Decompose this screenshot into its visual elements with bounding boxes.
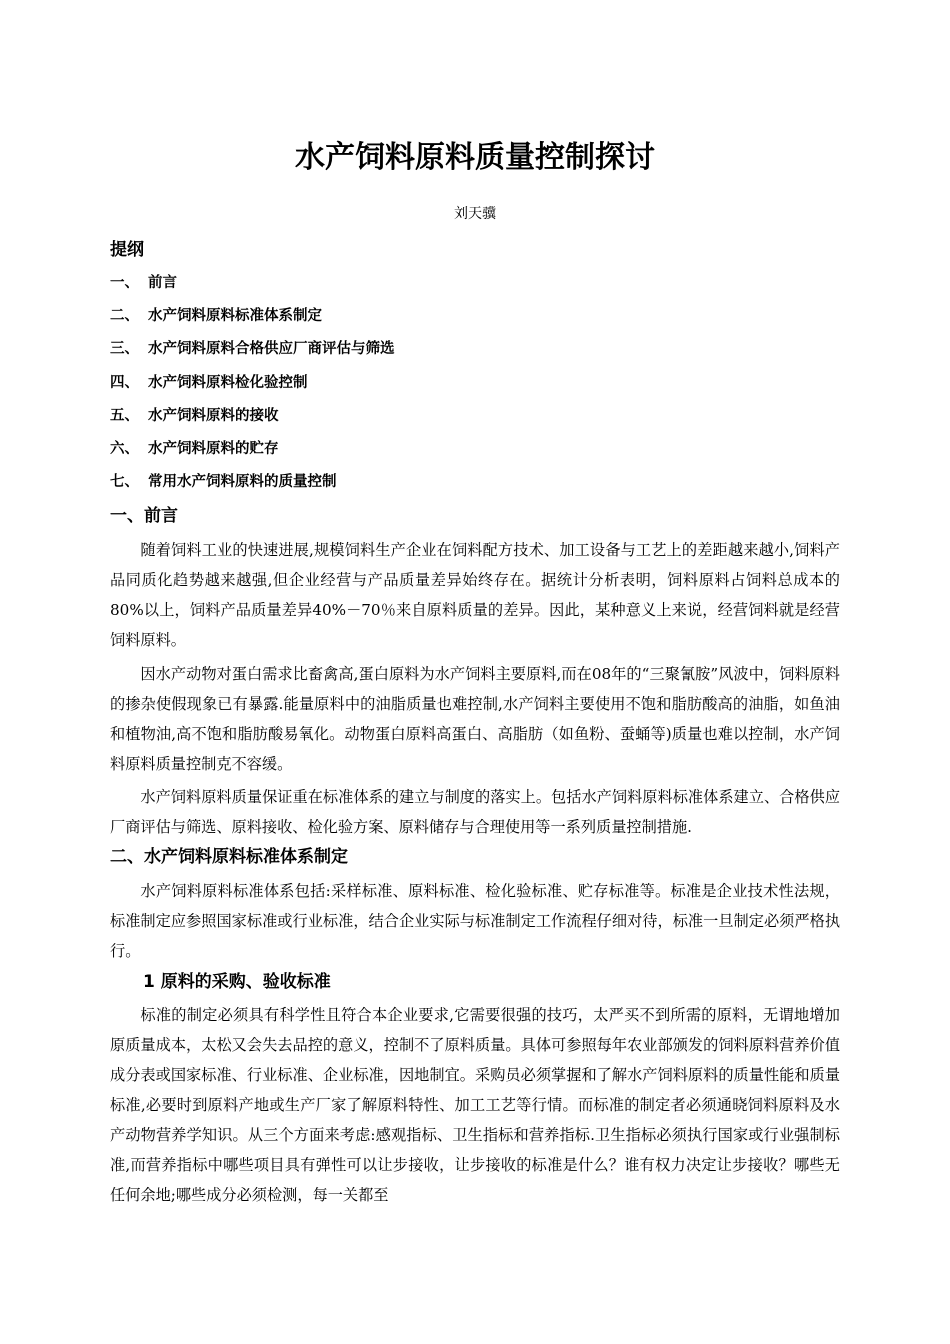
outline-item-text: 常用水产饲料原料的质量控制 [148,474,337,491]
outline-item-number: 七、 [110,474,139,491]
outline-item [110,337,850,370]
preface-paragraph-2: 因水产动物对蛋白需求比畜禽高,蛋白原料为水产饲料主要原料,而在08年的“三聚氰胺”风波中，饲料原料的掺杂使假现象已有暴露.能量原料中的油脂质量也难控制,水产饲料主要使用不饱和脂肪酸高的油脂，如鱼油和植物油,高不饱和脂肪酸易氧化。动物蛋白原料高蛋白、高脂肪（如鱼粉、蚕蛹等)质量也难以控制，水产饲料原料质量控制克不容缓。 [110,665,840,773]
outline-item-number: 三、 [110,341,139,358]
outline-item-text: 水产饲料原料的接收 [148,407,279,424]
outline-item-text: 水产饲料原料标准体系制定 [148,308,322,325]
outline-item-text: 水产饲料原料合格供应厂商评估与筛选 [148,341,395,358]
section-heading-standards: 二、水产饲料原料标准体系制定 [110,847,348,867]
preface-paragraph-1: 随着饲料工业的快速进展,规模饲料生产企业在饲料配方技术、加工设备与工艺上的差距越来越小,饲料产品同质化趋势越来越强,但企业经营与产品质量差异始终存在。据统计分析表明，饲料原料占饲料总成本的80%以上，饲料产品质量差异40%－70％来自原料质量的差异。因此，某种意义上来说，经营饲料就是经营饲料原料。 [110,541,840,649]
outline-list [110,271,850,503]
subsection-heading-procurement: 1 原料的采购、验收标准 [143,972,331,992]
outline-item-number: 二、 [110,308,139,325]
standards-paragraph: 水产饲料原料标准体系包括:采样标准、原料标准、检化验标准、贮存标准等。标准是企业技术性法规，标准制定应参照国家标准或行业标准，结合企业实际与标准制定工作流程仔细对待，标准一旦制定必须严格执行。 [110,882,840,960]
outline-item [110,404,850,437]
author-name: 刘天骥 [454,206,496,222]
document-title: 水产饲料原料质量控制探讨 [295,140,655,175]
outline-item-text: 水产饲料原料检化验控制 [148,374,308,391]
outline-item [110,271,850,304]
outline-item-number: 一、 [110,275,139,291]
outline-heading: 提纲 [110,240,144,260]
outline-item [110,371,850,404]
preface-paragraph-3: 水产饲料原料质量保证重在标准体系的建立与制度的落实上。包括水产饲料原料标准体系建立、合格供应厂商评估与筛选、原料接收、检化验方案、原料储存与合理使用等一系列质量控制措施. [110,788,840,836]
section-heading-preface: 一、前言 [110,506,178,526]
procurement-paragraph: 标准的制定必须具有科学性且符合本企业要求,它需要很强的技巧，太严买不到所需的原料，无谓地增加原质量成本，太松又会失去品控的意义，控制不了原料质量。具体可参照每年农业部颁发的饲料原料营养价值成分表或国家标准、行业标准、企业标准，因地制宜。采购员必须掌握和了解水产饲料原料的质量性能和质量标准,必要时到原料产地或生产厂家了解原料特性、加工工艺等行情。而标准的制定者必须通晓饲料原料及水产动物营养学知识。从三个方面来考虑:感观指标、卫生指标和营养指标.卫生指标必须执行国家或行业强制标准,而营养指标中哪些项目具有弹性可以让步接收，让步接收的标准是什么？谁有权力决定让步接收？哪些无任何余地;哪些成分必须检测，每一关都至 [110,1006,840,1204]
outline-item [110,437,850,470]
outline-item-number: 四、 [110,374,139,391]
outline-item-number: 六、 [110,440,139,457]
outline-item [110,470,850,503]
outline-item-text: 前言 [148,275,177,291]
outline-item-number: 五、 [110,407,139,424]
outline-item-text: 水产饲料原料的贮存 [148,440,279,457]
outline-item [110,304,850,337]
